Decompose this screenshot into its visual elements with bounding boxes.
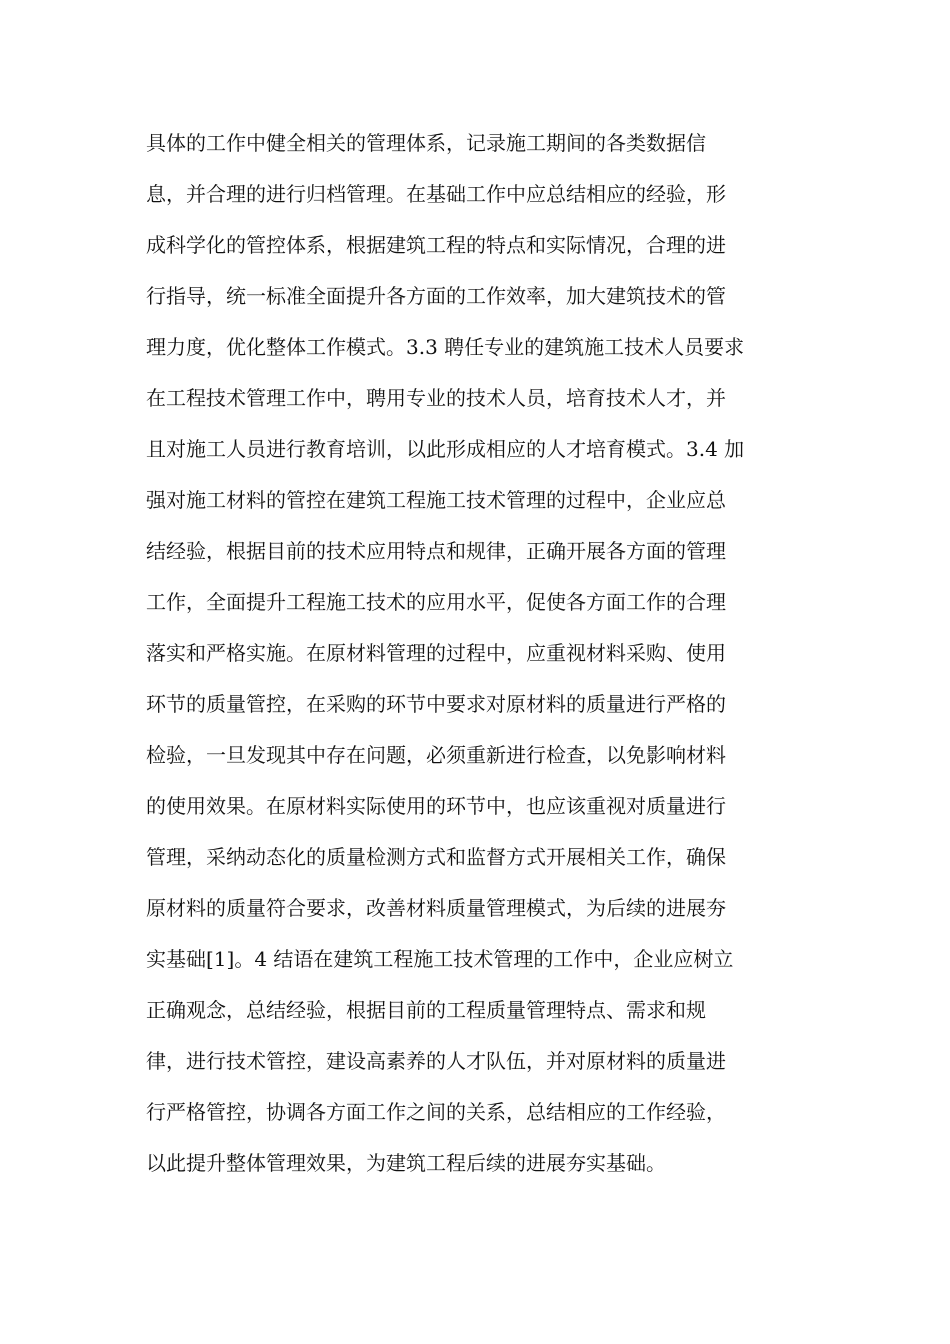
text-line: 原材料的质量符合要求，改善材料质量管理模式，为后续的进展夯: [146, 896, 726, 920]
text-line: 落实和严格实施。在原材料管理的过程中，应重视材料采购、使用: [146, 641, 726, 665]
text-line: 正确观念，总结经验，根据目前的工程质量管理特点、需求和规: [146, 998, 706, 1022]
text-line: 理力度，优化整体工作模式。3.3 聘任专业的建筑施工技术人员要求: [146, 335, 745, 359]
text-line: 在工程技术管理工作中，聘用专业的技术人员，培育技术人才，并: [146, 386, 726, 410]
text-line: 管理，采纳动态化的质量检测方式和监督方式开展相关工作，确保: [146, 845, 726, 869]
text-line: 律，进行技术管控，建设高素养的人才队伍，并对原材料的质量进: [146, 1049, 726, 1073]
text-line: 以此提升整体管理效果，为建筑工程后续的进展夯实基础。: [146, 1151, 666, 1175]
text-line: 工作，全面提升工程施工技术的应用水平，促使各方面工作的合理: [146, 590, 726, 614]
text-line: 且对施工人员进行教育培训，以此形成相应的人才培育模式。3.4 加: [146, 437, 745, 461]
text-line: 结经验，根据目前的技术应用特点和规律，正确开展各方面的管理: [146, 539, 726, 563]
text-line: 的使用效果。在原材料实际使用的环节中，也应该重视对质量进行: [146, 794, 726, 818]
body-paragraph: [146, 118, 826, 1189]
text-line: 行指导，统一标准全面提升各方面的工作效率，加大建筑技术的管: [146, 284, 726, 308]
text-line: 环节的质量管控，在采购的环节中要求对原材料的质量进行严格的: [146, 692, 726, 716]
text-line: 检验，一旦发现其中存在问题，必须重新进行检查，以免影响材料: [146, 743, 726, 767]
text-line: 行严格管控，协调各方面工作之间的关系，总结相应的工作经验，: [146, 1100, 726, 1124]
text-line: 成科学化的管控体系，根据建筑工程的特点和实际情况，合理的进: [146, 233, 726, 257]
text-line: 息，并合理的进行归档管理。在基础工作中应总结相应的经验，形: [146, 182, 726, 206]
text-line: 强对施工材料的管控在建筑工程施工技术管理的过程中，企业应总: [146, 488, 726, 512]
text-line: 具体的工作中健全相关的管理体系，记录施工期间的各类数据信: [146, 131, 706, 155]
text-line: 实基础[1]。4 结语在建筑工程施工技术管理的工作中，企业应树立: [146, 947, 734, 971]
